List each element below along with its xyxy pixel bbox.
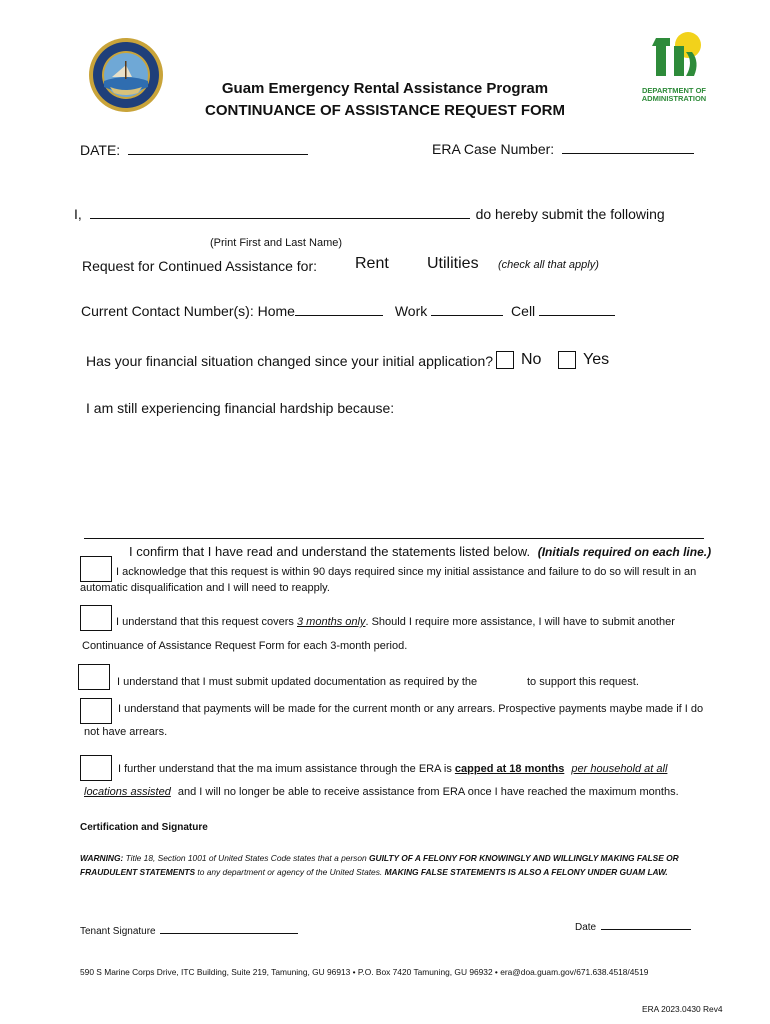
name-row [74,205,665,222]
footer-address: 590 S Marine Corps Drive, ITC Building, Suite 219, Tamuning, GU 96913 • P.O. Box 7420 Tamuning, GU 96932 • era@doa.guam.gov/671.638.4518/4519 [80,967,649,977]
doa-logo-line2: ADMINISTRATION [641,94,707,103]
statement-4-line-1: I understand that payments will be made for the current month or any arrears. Prospective payments maybe made if I do [118,703,704,715]
rent-option[interactable]: Rent [355,255,389,272]
statement-4-line-2: not have arrears. [84,726,168,738]
page-subtitle: CONTINUANCE OF ASSISTANCE REQUEST FORM [204,102,565,119]
name-field[interactable] [90,205,470,219]
contact-row [81,302,615,319]
i-label: I, [74,206,82,222]
hardship-field[interactable] [84,420,704,538]
warning-label: WARNING: [80,853,124,863]
date-row [80,141,308,158]
initials-box-1[interactable] [80,556,112,582]
date-field[interactable] [128,141,308,155]
warning-bold-1: GUILTY OF A FELONY FOR KNOWINGLY AND WILLINGLY MAKING FALSE OR [369,853,679,863]
statement-2-post: . Should I require more assistance, I will have to submit another [365,616,675,628]
statement-5-post: and I will no longer be able to receive assistance from ERA once I have reached the maximum months. [177,786,679,798]
case-number-row [432,140,694,157]
statement-5-line-2 [84,786,679,798]
confirm-text: I confirm that I have read and understand the statements listed below. [129,544,531,559]
initials-box-3[interactable] [78,664,110,690]
statement-3-post: to support this request. [527,676,639,688]
statement-5-italic-2: locations assisted [84,786,171,798]
page-title: Guam Emergency Rental Assistance Program [221,80,549,97]
statement-1-line-1: I acknowledge that this request is within 90 days required since my initial assistance and failure to do so will result in an [116,566,697,578]
yes-label: Yes [583,351,610,368]
warning-text-2: to any department or agency of the United States. [197,867,383,877]
statement-5-line-1 [118,763,667,775]
work-phone-field[interactable] [431,302,503,316]
initials-box-4[interactable] [80,698,112,724]
initials-note: (Initials required on each line.) [537,545,712,559]
work-label: Work [394,303,428,319]
signature-date-label: Date [575,922,597,933]
statement-2-line-2: Continuance of Assistance Request Form for each 3-month period. [82,640,408,652]
check-all-note: (check all that apply) [498,259,599,271]
signature-date-row [575,919,691,933]
statement-2-line-1 [116,616,675,628]
statement-1-line-2: automatic disqualification and I will need to reapply. [80,582,330,594]
no-checkbox[interactable] [496,351,514,369]
tenant-signature-label: Tenant Signature [80,926,156,937]
print-name-note: (Print First and Last Name) [210,237,343,249]
statement-2-emphasis: 3 months only [297,616,366,628]
request-label: Request for Continued Assistance for: [82,258,318,274]
case-number-label: ERA Case Number: [432,141,555,157]
warning-text-1: Title 18, Section 1001 of United States Code states that a person [125,853,367,863]
statement-5-pre: I further understand that the ma imum assistance through the ERA is [118,763,452,775]
statement-2-pre: I understand that this request covers [116,616,294,628]
no-label: No [521,351,542,368]
home-phone-field[interactable] [295,302,383,316]
date-label: DATE: [80,142,121,158]
statement-5-italic: per household at all [571,763,668,775]
warning-bold-3: MAKING FALSE STATEMENTS IS ALSO A FELONY UNDER GUAM LAW. [384,867,668,877]
initials-box-2[interactable] [80,605,112,631]
doa-logo-line1: DEPARTMENT OF [641,86,707,95]
submit-text: do hereby submit the following [475,206,665,222]
cell-label: Cell [511,303,536,319]
statement-5-bold: capped at 18 months [454,763,565,775]
form-id: ERA 2023.0430 Rev4 [642,1004,723,1014]
hardship-divider [84,538,704,539]
initials-box-5[interactable] [80,755,112,781]
certification-heading: Certification and Signature [80,822,208,833]
yes-checkbox[interactable] [558,351,576,369]
contact-label: Current Contact Number(s): Home [81,303,295,319]
cell-phone-field[interactable] [539,302,615,316]
confirm-row [129,544,711,559]
signature-date-field[interactable] [601,919,691,930]
tenant-signature-field[interactable] [160,923,298,934]
financial-question: Has your financial situation changed since your initial application? [86,353,494,369]
warning-text [80,851,720,879]
hardship-label: I am still experiencing financial hardship because: [86,400,395,416]
case-number-field[interactable] [562,140,694,154]
warning-bold-2: FRAUDULENT STATEMENTS [80,867,196,877]
utilities-option[interactable]: Utilities [427,255,479,272]
statement-3-pre: I understand that I must submit updated documentation as required by the [117,676,478,688]
tenant-signature-row [80,923,298,937]
